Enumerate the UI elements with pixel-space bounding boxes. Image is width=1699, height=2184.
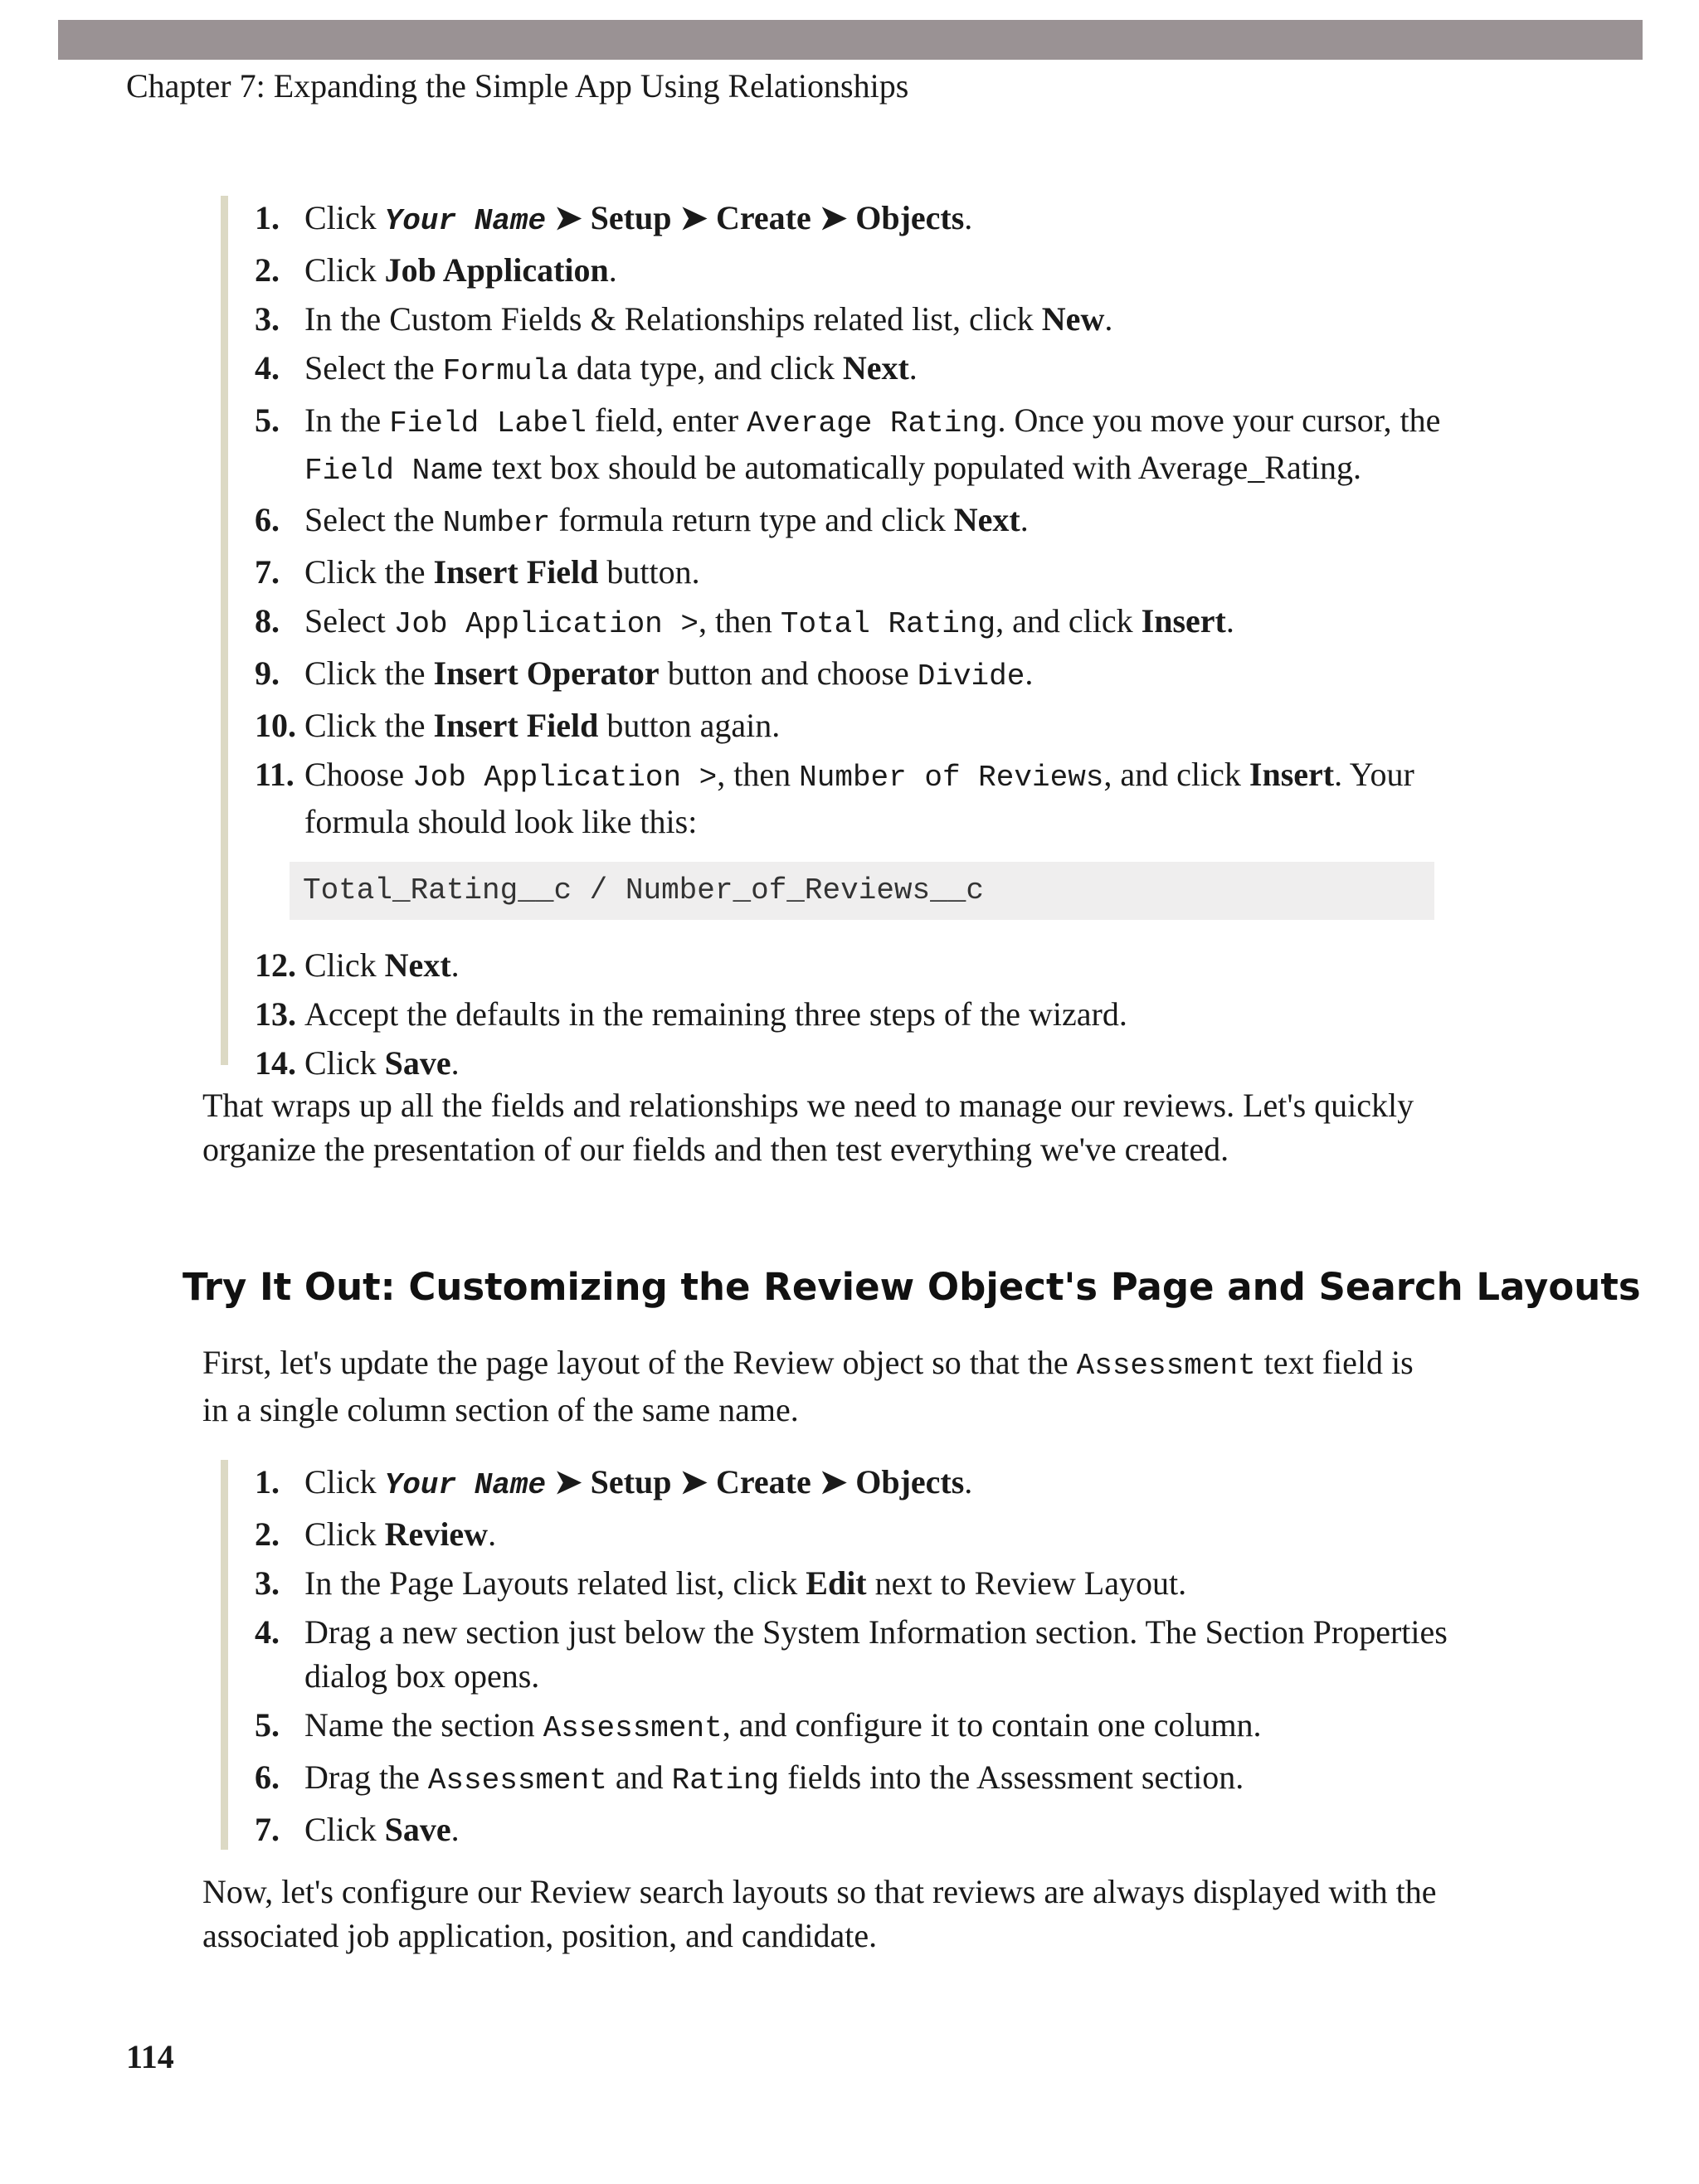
step-text: Drag a new section just below the System Information section. The Section Properties dialog box opens. — [304, 1613, 1448, 1695]
menu-create: Create — [715, 1463, 811, 1501]
code-term: Assessment — [427, 1763, 607, 1797]
code-term: Number of Reviews — [799, 761, 1104, 795]
step-text: . — [1104, 300, 1113, 338]
step-number: 2. — [255, 251, 280, 289]
step-number: 3. — [255, 300, 280, 338]
step-text: . — [1225, 602, 1234, 640]
step-text: field, enter — [586, 401, 747, 439]
arrow-icon: ➤ — [819, 1463, 848, 1501]
step-number: 8. — [255, 602, 280, 640]
arrow-icon: ➤ — [819, 199, 848, 236]
bold-term: Review — [384, 1515, 489, 1553]
menu-setup: Setup — [590, 1463, 672, 1501]
step-number: 1. — [255, 1463, 280, 1501]
section-heading: Try It Out: Customizing the Review Object's Page and Search Layouts — [183, 1265, 1641, 1309]
step-text: . — [450, 946, 460, 984]
step-text: Name the section — [304, 1706, 543, 1744]
step-text: formula return type and click — [550, 501, 954, 538]
list-item — [228, 297, 1473, 341]
list-item — [228, 1561, 1473, 1605]
step-number: 5. — [255, 1706, 280, 1744]
header-bar — [58, 20, 1643, 60]
step-number: 11. — [255, 756, 295, 793]
bold-term: Next — [953, 501, 1020, 538]
paragraph-intro — [202, 1340, 1447, 1432]
step-text: In the — [304, 401, 390, 439]
paragraph-wrapup: That wraps up all the fields and relationships we need to manage our reviews. Let's quickly organize the presentation of our fields and then test everything we've created. — [202, 1087, 1414, 1168]
paragraph-text: First, let's update the page layout of the Review object so that the — [202, 1344, 1077, 1381]
step-number: 14. — [255, 1044, 296, 1082]
code-term: Formula — [442, 354, 568, 388]
list-item — [228, 1703, 1473, 1750]
step-text: , then — [699, 602, 781, 640]
bold-term: Insert Operator — [433, 654, 660, 692]
menu-create: Create — [715, 199, 811, 236]
step-number: 5. — [255, 401, 280, 439]
bold-term: Insert — [1249, 756, 1335, 793]
step-text: . — [1020, 501, 1029, 538]
code-term: Rating — [671, 1763, 780, 1797]
step-text: and — [606, 1758, 672, 1796]
paragraph-text: text field is in a single column section of the same name. — [202, 1344, 1414, 1428]
step-text: Select the — [304, 501, 443, 538]
list-item — [228, 752, 1473, 844]
step-text: . Once you move your cursor, the — [997, 401, 1441, 439]
step-text: , and click — [996, 602, 1142, 640]
code-your-name: Your Name — [384, 1468, 547, 1502]
menu-objects: Objects — [855, 199, 965, 236]
step-text: . Your formula should look like this: — [304, 756, 1414, 840]
step-text: Click — [304, 1515, 385, 1553]
bold-term: Insert Field — [433, 707, 599, 744]
step-text: Click the — [304, 553, 434, 591]
bold-term: Save — [384, 1044, 451, 1082]
bold-term: Insert — [1141, 602, 1226, 640]
step-text: Accept the defaults in the remaining three steps of the wizard. — [304, 995, 1127, 1033]
step-text: , and click — [1103, 756, 1249, 793]
list-item — [228, 1041, 1473, 1085]
step-text: , then — [717, 756, 800, 793]
step-text: next to Review Layout. — [866, 1564, 1187, 1602]
step-text: In the Custom Fields & Relationships related list, click — [304, 300, 1042, 338]
step-text: Click — [304, 1463, 385, 1501]
list-item — [228, 943, 1473, 987]
step-text: Click — [304, 1044, 385, 1082]
step-text: button and choose — [659, 654, 918, 692]
list-item — [228, 398, 1473, 493]
code-term: Field Label — [389, 406, 587, 440]
list-item — [228, 1807, 1473, 1851]
list-item — [228, 1460, 1473, 1507]
list-item — [228, 498, 1473, 545]
step-text: data type, and click — [567, 349, 843, 387]
bold-term: Edit — [806, 1564, 867, 1602]
arrow-icon: ➤ — [679, 199, 708, 236]
step-text: , and configure it to contain one column. — [722, 1706, 1262, 1744]
step-list-formula — [221, 196, 1473, 1082]
step-list-layout — [221, 1460, 1473, 1850]
list-item — [228, 599, 1473, 646]
step-text: Click the — [304, 654, 434, 692]
list-item — [228, 1755, 1473, 1802]
step-text: . — [450, 1811, 460, 1848]
menu-objects: Objects — [855, 1463, 965, 1501]
step-text: Click the — [304, 707, 434, 744]
step-number: 12. — [255, 946, 296, 984]
step-number: 6. — [255, 1758, 280, 1796]
step-text: button. — [598, 553, 700, 591]
step-number: 3. — [255, 1564, 280, 1602]
list-item — [228, 196, 1473, 243]
list-item — [228, 248, 1473, 292]
step-number: 4. — [255, 349, 280, 387]
step-text: . — [964, 1463, 973, 1501]
step-text: . — [908, 349, 918, 387]
step-text: button again. — [598, 707, 781, 744]
step-number: 10. — [255, 707, 296, 744]
step-text: Click — [304, 946, 385, 984]
step-number: 9. — [255, 654, 280, 692]
step-text: Select the — [304, 349, 443, 387]
list-item — [228, 1512, 1473, 1556]
list-item — [228, 992, 1473, 1036]
code-term: Divide — [917, 659, 1025, 693]
list-item — [228, 346, 1473, 393]
step-text: Drag the — [304, 1758, 428, 1796]
paragraph-search-layouts: Now, let's configure our Review search layouts so that reviews are always displayed with the associated job application, position, and candidate. — [202, 1873, 1437, 1954]
step-number: 6. — [255, 501, 280, 538]
list-item — [228, 550, 1473, 594]
bold-term: New — [1041, 300, 1105, 338]
running-head: Chapter 7: Expanding the Simple App Using Relationships — [126, 67, 909, 105]
code-term: Job Application > — [393, 607, 699, 641]
step-text: In the Page Layouts related list, click — [304, 1564, 806, 1602]
step-text: text box should be automatically populated with Average_Rating. — [484, 449, 1361, 486]
step-text: . — [450, 1044, 460, 1082]
arrow-icon: ➤ — [554, 1463, 582, 1501]
step-text: Click — [304, 251, 385, 289]
step-number: 13. — [255, 995, 296, 1033]
bold-term: Save — [384, 1811, 451, 1848]
step-text: Click — [304, 1811, 385, 1848]
code-term: Job Application > — [412, 761, 718, 795]
list-item — [228, 651, 1473, 698]
step-number: 7. — [255, 1811, 280, 1848]
list-item — [228, 703, 1473, 747]
step-text: Choose — [304, 756, 412, 793]
code-your-name: Your Name — [384, 204, 547, 238]
bold-term: Next — [384, 946, 451, 984]
arrow-icon: ➤ — [679, 1463, 708, 1501]
step-text: Click — [304, 199, 385, 236]
code-term: Number — [442, 506, 551, 540]
menu-setup: Setup — [590, 199, 672, 236]
code-term: Assessment — [543, 1711, 723, 1745]
step-number: 4. — [255, 1613, 280, 1651]
step-number: 7. — [255, 553, 280, 591]
bold-term: Next — [842, 349, 909, 387]
step-text: . — [964, 199, 973, 236]
code-term: Average Rating — [747, 406, 998, 440]
step-number: 2. — [255, 1515, 280, 1553]
step-text: . — [488, 1515, 497, 1553]
code-term: Total Rating — [780, 607, 996, 641]
step-number: 1. — [255, 199, 280, 236]
list-item — [228, 1610, 1473, 1698]
code-term: Field Name — [304, 454, 484, 488]
bold-term: Insert Field — [433, 553, 599, 591]
bold-term: Job Application — [384, 251, 609, 289]
step-text: fields into the Assessment section. — [779, 1758, 1244, 1796]
step-text: . — [608, 251, 617, 289]
page-number: 114 — [126, 2038, 174, 2075]
step-text: Select — [304, 602, 394, 640]
arrow-icon: ➤ — [554, 199, 582, 236]
code-term: Assessment — [1076, 1349, 1256, 1383]
formula-code-block: Total_Rating__c / Number_of_Reviews__c — [290, 862, 1434, 920]
step-text: . — [1025, 654, 1034, 692]
